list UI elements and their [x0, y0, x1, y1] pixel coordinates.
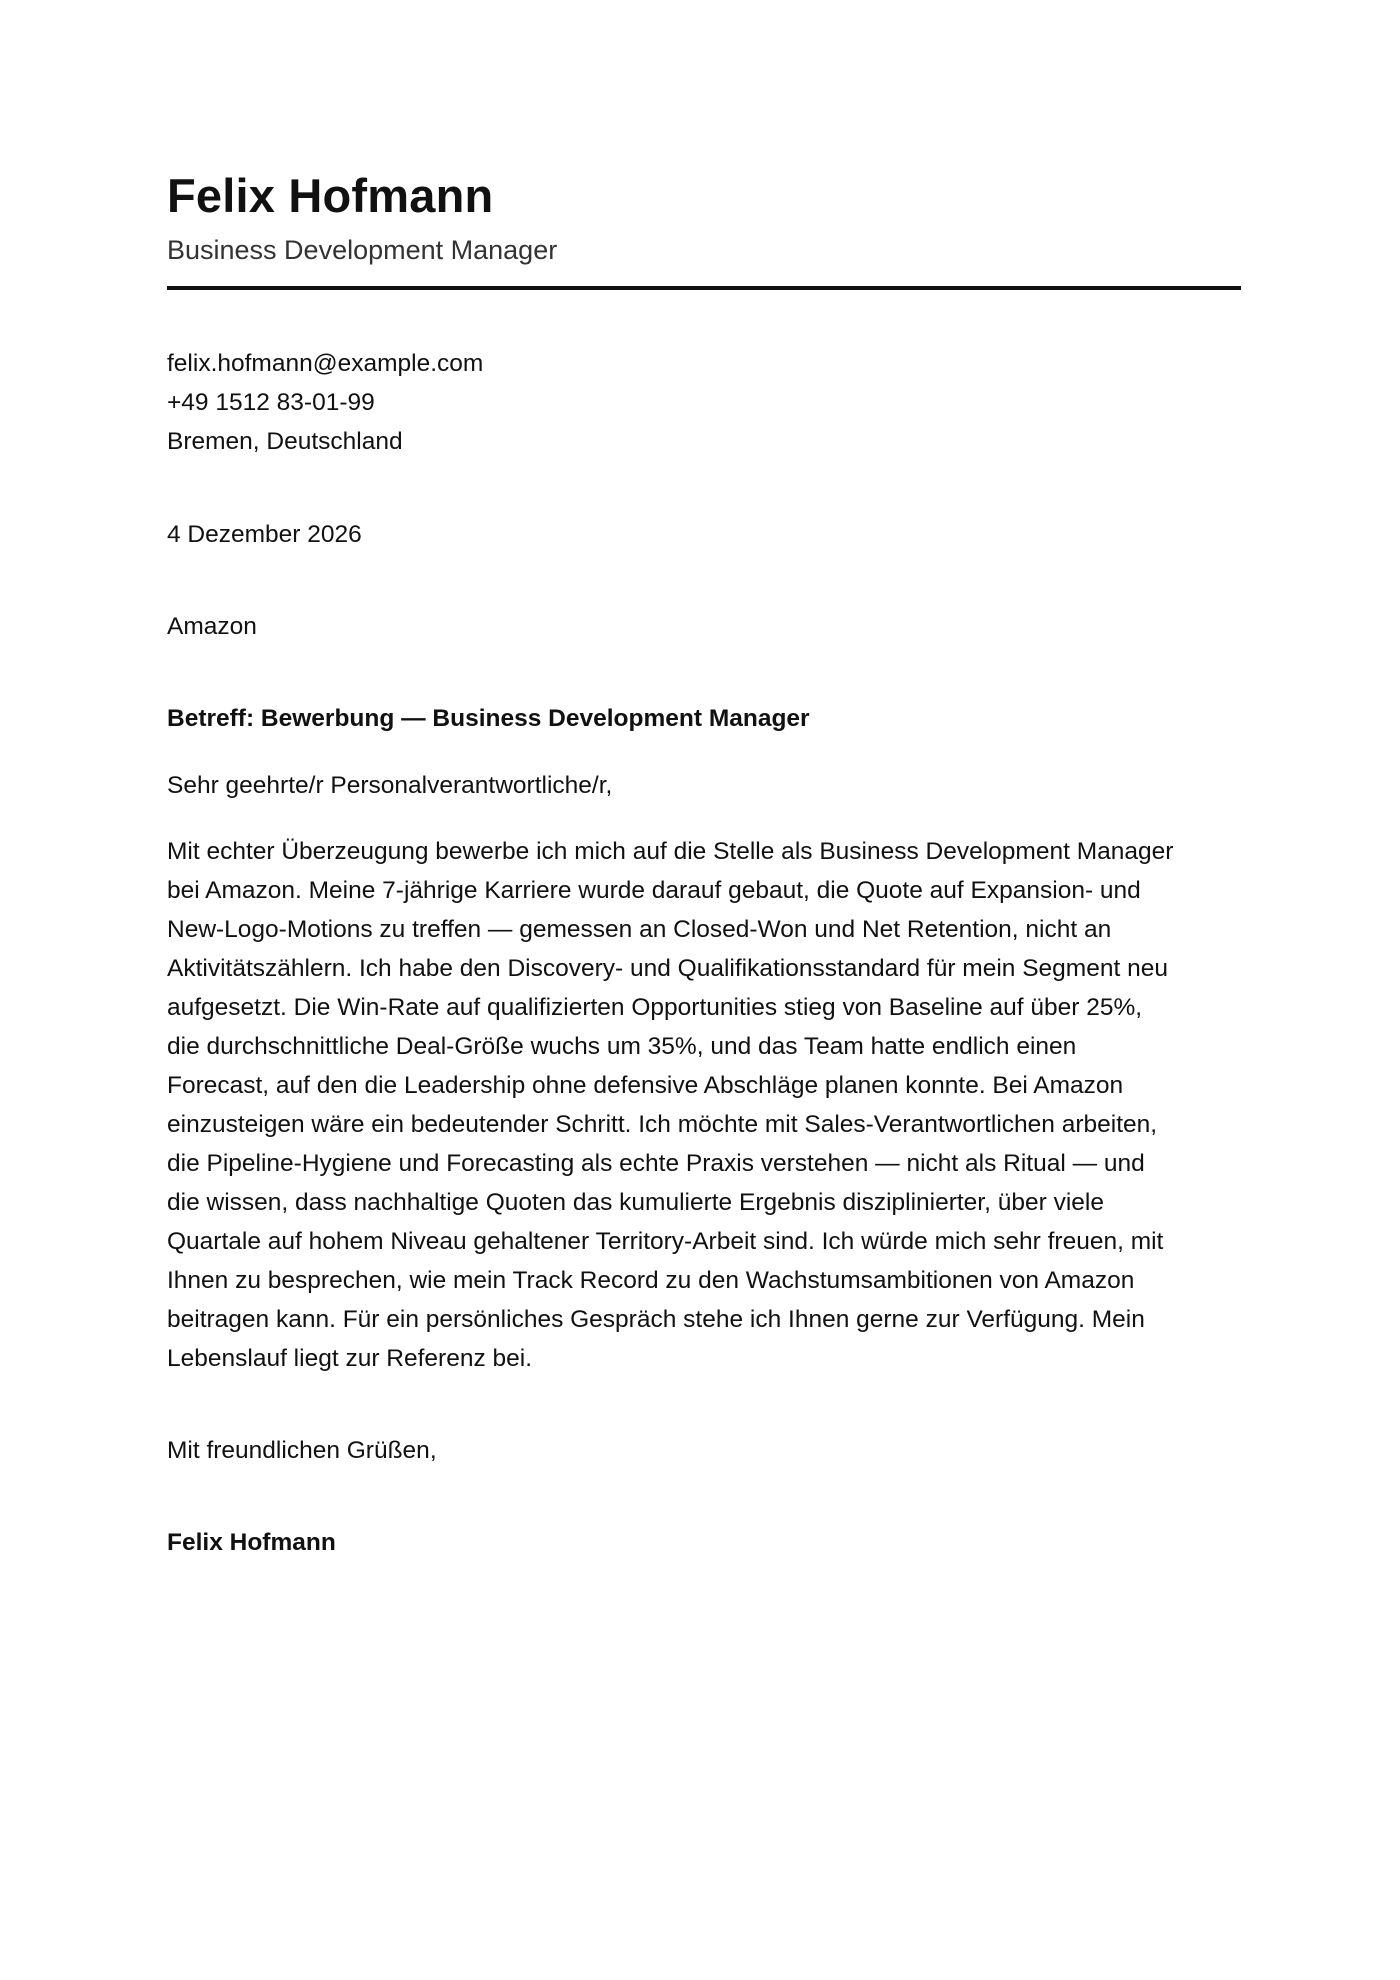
- body-line: bei Amazon. Meine 7-jährige Karriere wurde darauf gebaut, die Quote auf Expansion- und: [167, 877, 1141, 905]
- contact-email: felix.hofmann@example.com: [167, 350, 484, 378]
- sender-name: Felix Hofmann: [167, 169, 494, 222]
- body-line: Lebenslauf liegt zur Referenz bei.: [167, 1345, 532, 1373]
- body-line: Aktivitätszählern. Ich habe den Discovery- und Qualifikationsstandard für mein Segment neu: [167, 955, 1168, 983]
- contact-location: Bremen, Deutschland: [167, 428, 403, 456]
- body-line: einzusteigen wäre ein bedeutender Schritt. Ich möchte mit Sales-Verantwortlichen arbeiten,: [167, 1111, 1158, 1139]
- body-line: Forecast, auf den die Leadership ohne defensive Abschläge planen konnte. Bei Amazon: [167, 1072, 1124, 1100]
- signature: Felix Hofmann: [167, 1529, 336, 1557]
- salutation: Sehr geehrte/r Personalverantwortliche/r,: [167, 772, 613, 800]
- subject-line: Betreff: Bewerbung — Business Development Manager: [167, 705, 810, 733]
- contact-block: [167, 344, 1241, 461]
- body-line: beitragen kann. Für ein persönliches Gespräch stehe ich Ihnen gerne zur Verfügung. Mein: [167, 1306, 1145, 1334]
- body-line: die durchschnittliche Deal-Größe wuchs um 35%, und das Team hatte endlich einen: [167, 1033, 1077, 1061]
- cover-letter: [167, 170, 1241, 1562]
- closing: Mit freundlichen Grüßen,: [167, 1437, 437, 1465]
- body-line: aufgesetzt. Die Win-Rate auf qualifizierten Opportunities stieg von Baseline auf über 25%,: [167, 994, 1143, 1022]
- contact-phone: +49 1512 83-01-99: [167, 389, 375, 417]
- body-line: Ihnen zu besprechen, wie mein Track Record zu den Wachstumsambitionen von Amazon: [167, 1267, 1135, 1295]
- body-line: Quartale auf hohem Niveau gehaltener Territory-Arbeit sind. Ich würde mich sehr freuen, mit: [167, 1228, 1164, 1256]
- sender-role: Business Development Manager: [167, 234, 558, 265]
- header-divider: [167, 286, 1241, 290]
- body-line: New-Logo-Motions zu treffen — gemessen an Closed-Won und Net Retention, nicht an: [167, 916, 1112, 944]
- recipient-company: Amazon: [167, 613, 257, 641]
- body-line: Mit echter Überzeugung bewerbe ich mich auf die Stelle als Business Development Manager: [167, 838, 1174, 866]
- letter-date: 4 Dezember 2026: [167, 521, 362, 549]
- body-line: die wissen, dass nachhaltige Quoten das kumulierte Ergebnis disziplinierter, über viele: [167, 1189, 1104, 1217]
- body-line: die Pipeline-Hygiene und Forecasting als echte Praxis verstehen — nicht als Ritual — und: [167, 1150, 1145, 1178]
- letter-body: [167, 832, 1241, 1378]
